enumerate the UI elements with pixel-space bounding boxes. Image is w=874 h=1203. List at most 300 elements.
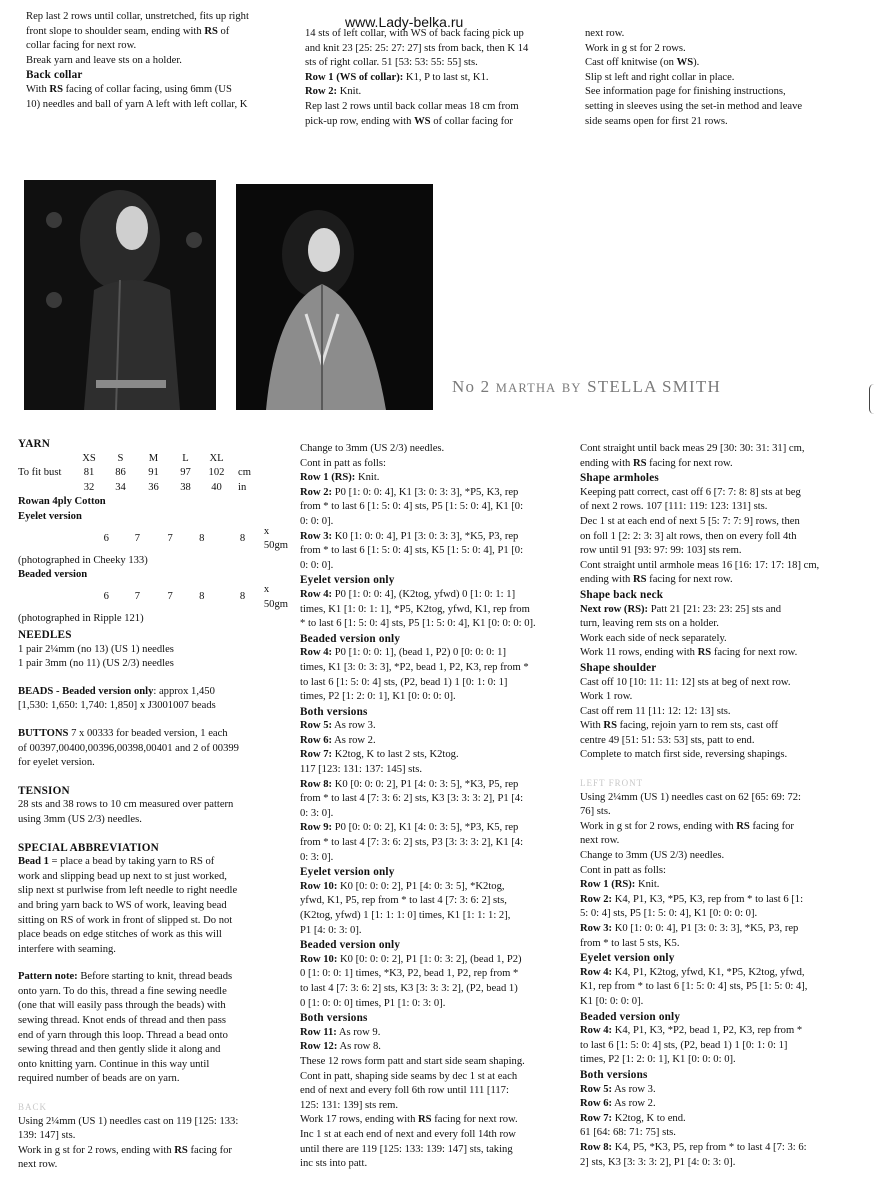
qty-cell: 8 <box>239 591 246 603</box>
text-line <box>300 982 565 997</box>
section-heading: Eyelet version only <box>300 574 395 587</box>
text-span: times, K1 [1: 0: 1: 1], *P5, K2tog, yfwd, K1, rep from <box>300 603 530 615</box>
text-line <box>580 734 850 749</box>
text-line <box>305 71 565 86</box>
left-column <box>18 615 288 1173</box>
text-span: next row. <box>585 28 625 39</box>
text-span: setting in sleeves using the set-in method and leave <box>585 100 803 112</box>
text-span: times, P2 [1: 2: 0: 1], K1 [0: 0: 0: 0]. <box>300 691 456 703</box>
qty-unit: x 50gm <box>263 583 289 610</box>
beaded-note: (photographed in Ripple 121) <box>18 613 144 625</box>
text-span: Work in g st for 2 rows. <box>585 42 686 54</box>
text-line <box>300 836 565 851</box>
bold-span: RS <box>632 574 647 586</box>
text-line <box>26 83 282 98</box>
size-l: L <box>182 452 189 464</box>
text-span: Using 2¼mm (US 1) needles cast on 62 [65: 69: 72: <box>580 791 801 803</box>
text-span: K4, P1, K3, *P2, bead 1, P2, K3, rep from * <box>612 1025 803 1037</box>
text-span: K0 [0: 0: 0: 2], P1 [1: 0: 3: 2], (bead 1, P2) <box>337 953 522 965</box>
text-span: of next 2 rows. 107 [111: 119: 123: 131] sts. <box>580 501 768 513</box>
bold-span: Row 2: <box>305 86 338 98</box>
text-span: P1 [4: 0: 3: 0]. <box>300 924 362 936</box>
text-line <box>305 115 565 130</box>
text-line <box>580 995 850 1010</box>
qty-cell: 7 <box>134 532 141 544</box>
text-span: and bring yarn back to WS of work, leaving bead <box>18 899 227 911</box>
text-line <box>580 820 850 835</box>
spacer <box>18 714 288 727</box>
text-line <box>18 1158 288 1173</box>
text-span: Work in g st for 2 rows, ending with <box>18 1144 175 1156</box>
eyelet-label: Eyelet version <box>18 510 82 522</box>
text-span: times, K1 [3: 0: 3: 3], *P2, bead 1, P2, K3, rep from * <box>300 661 529 673</box>
text-span: 76] sts. <box>580 806 611 818</box>
bold-span: Row 12: <box>300 1041 338 1053</box>
text-line <box>300 734 565 749</box>
bold-span: Row 9: <box>300 822 333 834</box>
text-span: to last 6 [1: 5: 0: 4] sts, (P2, bead 1) 1 [0: 1: 0: 1] <box>580 1039 788 1051</box>
text-span: As row 8. <box>337 1041 381 1053</box>
text-span: K4, P1, K3, *P5, K3, rep from * to last 6 [1: <box>612 893 804 905</box>
text-span: 125: 131: 139] sts rem. <box>300 1099 398 1111</box>
model-photo-2-image <box>236 184 433 410</box>
text-span: next row. <box>580 835 620 847</box>
size-m: M <box>148 452 159 464</box>
text-span: facing for <box>187 1144 232 1156</box>
text-line <box>300 1113 565 1128</box>
text-span: Knit. <box>337 86 362 98</box>
text-span: facing, rejoin yarn to rem sts, cast off <box>616 720 778 732</box>
bold-span: Row 8: <box>300 778 333 790</box>
pattern-number: No 2 <box>452 377 491 396</box>
bold-span: BEADS - Beaded version only <box>18 685 154 697</box>
text-span: and knit 23 [25: 25: 27: 27] sts from back, then K 14 <box>305 42 529 54</box>
text-line <box>580 500 850 515</box>
text-line <box>580 1024 850 1039</box>
text-span: facing of collar facing, using 6mm (US <box>62 83 232 95</box>
bold-span: RS <box>418 1114 432 1126</box>
bold-span: WS <box>676 57 694 69</box>
text-span: place beads on edge stitches of work as this will <box>18 929 222 941</box>
text-line <box>26 98 282 113</box>
section-heading: TENSION <box>18 784 70 797</box>
text-span: Cont straight until back meas 29 [30: 30: 31: 31] cm, <box>580 443 805 454</box>
beaded-label: Beaded version <box>18 569 88 581</box>
text-span: Rep last 2 rows until back collar meas 18 cm from <box>305 100 519 112</box>
text-line <box>580 457 850 472</box>
section-heading: Shape shoulder <box>580 661 657 674</box>
text-line <box>580 559 850 574</box>
text-span: (one that will easily pass through the beads) with <box>18 1000 226 1012</box>
text-line <box>18 884 288 899</box>
text-span: 28 sts and 38 rows to 10 cm measured over pattern <box>18 799 234 811</box>
text-line <box>580 966 850 981</box>
text-line <box>300 690 565 705</box>
text-line <box>580 1053 850 1068</box>
text-span: [1,530: 1,650: 1,740: 1,850] x J3001007 beads <box>18 700 216 712</box>
text-span: Cast off 10 [10: 11: 11: 12] sts at beg of next row. <box>580 676 791 688</box>
text-span: ). <box>693 57 700 69</box>
text-line <box>300 894 565 909</box>
text-span: With <box>580 720 604 732</box>
text-span: facing for next row. <box>431 1114 518 1126</box>
text-span: work and slipping bead up next to st just worked, <box>18 870 227 882</box>
text-span: With <box>26 83 50 95</box>
section-heading: Eyelet version only <box>580 952 675 965</box>
text-span: 14 sts of left collar, with WS of back facing pick up <box>305 28 524 39</box>
text-line <box>18 999 288 1014</box>
text-line <box>18 928 288 943</box>
faint-heading: LEFT FRONT <box>580 778 644 789</box>
bold-span: RS <box>632 457 647 469</box>
text-line <box>300 1099 565 1114</box>
text-line <box>305 42 565 57</box>
text-span: K0 [1: 0: 0: 4], P1 [3: 0: 3: 3], *K5, P3, rep <box>612 923 799 934</box>
text-line <box>18 727 288 742</box>
text-span: from * to last 4 [7: 3: 6: 2] sts, K3 [3: 3: 3: 2], P1 [4: <box>300 793 524 805</box>
text-span: from * to last 6 [1: 5: 0: 4] sts, P5 [1: 5: 0: 4], K1 [0: <box>300 501 524 513</box>
faint-heading: BACK <box>18 1102 48 1113</box>
fit-in-cell: 38 <box>180 481 191 493</box>
text-span: Work 17 rows, ending with <box>300 1114 419 1126</box>
text-span: Complete to match first side, reversing shapings. <box>580 749 788 761</box>
text-span: Change to 3mm (US 2/3) needles. <box>580 850 725 862</box>
qty-cell: 6 <box>103 591 109 603</box>
text-span: As row 2. <box>332 734 376 746</box>
section-heading: NEEDLES <box>18 629 72 641</box>
text-line <box>300 617 565 632</box>
text-line <box>580 632 850 647</box>
text-line <box>580 849 850 864</box>
text-span: K1 [0: 0: 0: 0]. <box>580 995 644 1007</box>
text-line <box>580 1141 850 1156</box>
text-line <box>580 907 850 922</box>
text-line <box>580 676 850 691</box>
text-line <box>300 457 565 472</box>
size-xl: XL <box>209 452 224 464</box>
text-span: centre 49 [51: 51: 53: 53] sts, patt to end. <box>580 734 755 746</box>
text-line <box>580 805 850 820</box>
text-line <box>585 27 847 42</box>
top-column-2 <box>305 27 565 129</box>
pattern-designer: STELLA SMITH <box>587 377 721 396</box>
text-span: required number of beads are on yarn. <box>18 1073 180 1085</box>
text-span: onto knitting yarn. Continue in this way until <box>18 1058 210 1070</box>
text-line <box>300 807 565 822</box>
text-span: sitting on RS of work in front of slipped st. Do not <box>18 914 233 926</box>
spacer <box>18 957 288 970</box>
text-line <box>305 56 565 71</box>
text-span: 10) needles and ball of yarn A left with left collar, K <box>26 98 248 110</box>
text-span: 0 [1: 0: 0: 1] times, *K3, P2, bead 1, P2, rep from * <box>300 968 519 980</box>
bold-span: Row 11: <box>300 1026 337 1038</box>
text-line <box>580 1112 850 1127</box>
section-heading: Shape armholes <box>580 472 659 485</box>
cm-unit: cm <box>238 467 251 479</box>
text-line <box>18 798 288 813</box>
text-line <box>580 617 850 632</box>
text-line <box>300 924 565 939</box>
text-line <box>300 1070 565 1085</box>
text-line <box>300 544 565 559</box>
pattern-title <box>452 377 721 397</box>
text-line <box>300 967 565 982</box>
text-line <box>585 42 847 57</box>
text-line <box>580 544 850 559</box>
fit-label: To fit bust <box>18 467 62 479</box>
text-span: of 00397,00400,00396,00398,00401 and 2 of 00399 <box>18 742 239 754</box>
text-span: Work in g st for 2 rows, ending with <box>580 820 737 832</box>
text-line <box>580 1156 850 1171</box>
fit-in-cell: 36 <box>148 481 159 493</box>
qty-unit: x 50gm <box>263 525 289 552</box>
qty-cell: 7 <box>167 591 173 603</box>
section-heading: SPECIAL ABBREVIATION <box>18 841 159 854</box>
section-heading: Back collar <box>26 69 83 82</box>
text-span: 139: 147] sts. <box>18 1130 76 1142</box>
text-span: K0 [1: 0: 0: 4], P1 [3: 0: 3: 3], *K5, P3, rep <box>332 530 519 542</box>
fit-cm-cell: 102 <box>208 467 225 479</box>
text-line <box>580 690 850 705</box>
text-line <box>300 500 565 515</box>
text-span: 5: 0: 4] sts, P5 [1: 5: 0: 4], K1 [0: 0: 0: 0]. <box>580 908 758 920</box>
spacer <box>580 763 850 776</box>
text-span: sts of right collar. 51 [53: 53: 55: 55] sts. <box>305 57 478 69</box>
text-line <box>580 603 850 618</box>
text-span: 1 pair 2¼mm (no 13) (US 1) needles <box>18 643 174 655</box>
text-line <box>580 864 850 879</box>
fit-in-cell: 34 <box>115 481 126 493</box>
fit-cm-cell: 91 <box>148 467 159 479</box>
section-heading: Beaded version only <box>300 632 401 645</box>
spacer <box>18 771 288 784</box>
text-line <box>300 515 565 530</box>
text-span: P0 [1: 0: 0: 4], (K2tog, yfwd) 0 [1: 0: 1: 1] <box>332 588 516 600</box>
text-line <box>580 442 850 457</box>
text-line <box>580 1083 850 1098</box>
text-span: Knit. <box>635 879 660 891</box>
bold-span: Row 7: <box>300 749 333 761</box>
bold-span: Bead 1 <box>18 856 49 868</box>
text-line <box>18 914 288 929</box>
text-line <box>300 719 565 734</box>
text-span: K2tog, K to end. <box>612 1112 686 1124</box>
text-span: end of next and every foll 6th row until 111 [117: <box>300 1085 509 1097</box>
text-line <box>585 85 847 100</box>
qty-cell: 7 <box>134 591 141 603</box>
text-span: of <box>217 25 230 37</box>
text-line <box>580 1097 850 1112</box>
text-line <box>580 486 850 501</box>
fit-in-cell: 32 <box>83 481 95 493</box>
text-span: ending with <box>580 574 633 586</box>
section-heading: Beaded version only <box>580 1010 681 1023</box>
text-span: Work 11 rows, ending with <box>580 647 698 659</box>
spacer <box>18 828 288 841</box>
text-span: pick-up row, ending with <box>305 115 415 127</box>
fit-in-row <box>18 481 251 496</box>
text-line <box>18 756 288 771</box>
text-line <box>300 603 565 618</box>
text-span: Break yarn and leave sts on a holder. <box>26 54 182 66</box>
fit-in-cell: 40 <box>211 481 222 493</box>
bold-span: Row 1 (WS of collar): <box>305 71 404 83</box>
text-span: Cont in patt as folls: <box>580 864 666 876</box>
text-span: from * to last 4 [7: 3: 6: 2] sts, P3 [3: 3: 3: 2], K1 [4: <box>300 837 524 849</box>
text-span: Knit. <box>355 472 380 484</box>
bold-span: Row 5: <box>300 720 333 732</box>
text-span: As row 3. <box>332 720 376 732</box>
text-span: Rep last 2 rows until collar, unstretched, fits up right <box>26 11 249 22</box>
text-span: Using 2¼mm (US 1) needles cast on 119 [125: 133: <box>18 1115 239 1127</box>
text-line <box>300 880 565 895</box>
text-line <box>300 559 565 574</box>
top-column-1 <box>26 10 282 112</box>
text-span: to last 4 [7: 3: 6: 2] sts, K3 [3: 3: 3: 2], (P2, bead 1) <box>300 982 518 994</box>
bold-span: RS <box>204 25 218 37</box>
text-line <box>300 851 565 866</box>
bold-span: RS <box>174 1144 188 1156</box>
text-line <box>300 748 565 763</box>
text-line <box>300 1040 565 1055</box>
size-xs: XS <box>82 452 96 464</box>
qty-cell: 7 <box>167 532 173 544</box>
text-span: Cont in patt, shaping side seams by dec 1 st at each <box>300 1070 518 1082</box>
watermark: www.Lady-belka.ru <box>342 14 466 30</box>
bold-span: Row 1 (RS): <box>300 472 356 484</box>
text-line <box>305 85 565 100</box>
qty-cell: 6 <box>103 532 109 544</box>
text-span: P0 [1: 0: 0: 4], K1 [3: 0: 3: 3], *P5, K3, rep <box>332 486 519 498</box>
text-span: 2] sts, K3 [3: 3: 3: 2], P1 [4: 0: 3: 0]. <box>580 1156 736 1168</box>
text-span: Cast off knitwise (on <box>585 57 677 69</box>
text-line <box>580 719 850 734</box>
fit-cm-cell: 86 <box>115 467 126 479</box>
text-line <box>300 909 565 924</box>
spacer <box>18 1087 288 1100</box>
bold-span: RS <box>736 820 750 832</box>
fit-cm-cell: 97 <box>180 467 191 479</box>
model-photo-1-image <box>24 180 216 410</box>
bold-span: Row 10: <box>300 880 338 892</box>
text-span: K1, rep from * to last 6 [1: 5: 0: 4] sts, P5 [1: 5: 0: 4], <box>580 981 808 993</box>
bold-span: Row 2: <box>580 893 613 905</box>
text-span: facing for <box>749 820 794 832</box>
qty-cell: 8 <box>199 532 205 544</box>
bold-span: RS <box>697 647 712 659</box>
beaded-qty-table <box>18 583 288 612</box>
text-line <box>26 25 282 40</box>
section-heading: Beaded version only <box>300 939 401 952</box>
bold-span: Row 6: <box>580 1098 613 1110</box>
text-span: K4, P5, *K3, P5, rep from * to last 4 [7: 3: 6: <box>612 1141 807 1153</box>
text-span: facing for next row. <box>646 457 733 469</box>
spacer <box>18 672 288 685</box>
text-line <box>300 588 565 603</box>
text-span: Cast off rem 11 [11: 12: 12: 13] sts. <box>580 705 731 717</box>
text-line <box>580 980 850 995</box>
text-line <box>585 100 847 115</box>
fit-cm-row <box>18 466 251 481</box>
text-line <box>585 71 847 86</box>
bold-span: Row 5: <box>580 1083 613 1095</box>
text-line <box>18 985 288 1000</box>
text-line <box>305 27 565 42</box>
bold-span: Row 7: <box>580 1112 613 1124</box>
in-unit: in <box>238 481 247 493</box>
text-span: Change to 3mm (US 2/3) needles. <box>300 443 445 454</box>
text-line <box>300 821 565 836</box>
text-span: 117 [123: 131: 137: 145] sts. <box>300 764 423 776</box>
text-line <box>580 748 850 763</box>
text-span: 0: 3: 0]. <box>300 807 334 819</box>
section-heading: Both versions <box>580 1068 648 1081</box>
text-span: Cont straight until armhole meas 16 [16: 17: 17: 18] cm, <box>580 559 820 571</box>
bold-span: Row 4: <box>300 588 333 600</box>
text-line <box>580 834 850 849</box>
text-line <box>300 661 565 676</box>
text-span: sewing thread. Knot ends of thread and then pass <box>18 1015 226 1027</box>
text-span: 0: 3: 0]. <box>300 851 334 863</box>
yarn-size-table <box>18 452 251 496</box>
text-line <box>18 1029 288 1044</box>
text-span: As row 9. <box>336 1026 381 1038</box>
text-line <box>18 657 288 672</box>
text-span: row until 91 [93: 97: 99: 103] sts rem. <box>580 545 742 557</box>
text-line <box>300 1055 565 1070</box>
text-line <box>18 685 288 700</box>
text-span: K0 [0: 0: 0: 2], P1 [4: 0: 3: 5], *K2tog, <box>337 880 505 892</box>
text-line <box>18 1058 288 1073</box>
section-heading: Eyelet version only <box>300 866 395 879</box>
text-span: (K2tog, yfwd) 1 [1: 1: 1: 0] times, K1 [1: 1: 1: 2], <box>300 910 511 921</box>
bold-span: Row 4: <box>580 1025 613 1037</box>
text-span: using 3mm (US 2/3) needles. <box>18 813 142 825</box>
section-heading: Both versions <box>300 1012 368 1025</box>
right-column <box>580 442 850 1170</box>
text-span: 0: 0: 0]. <box>300 559 334 571</box>
text-span: ending with <box>580 457 633 469</box>
text-line <box>18 643 288 658</box>
bold-span: Row 3: <box>580 923 613 934</box>
text-span: Dec 1 st at each end of next 5 [5: 7: 7: 9] rows, then <box>580 515 800 527</box>
text-line <box>580 530 850 545</box>
bold-span: Row 2: <box>300 486 333 498</box>
text-line <box>580 937 850 952</box>
text-span: = place a bead by taking yarn to RS of <box>48 856 215 868</box>
text-span: Keeping patt correct, cast off 6 [7: 7: 8: 8] sts at beg <box>580 486 801 498</box>
section-heading: Shape back neck <box>580 588 664 601</box>
text-line <box>18 1144 288 1159</box>
text-line <box>580 1039 850 1054</box>
text-span: next row. <box>18 1159 58 1171</box>
text-line <box>300 1084 565 1099</box>
text-line <box>300 1157 565 1172</box>
text-line <box>580 791 850 806</box>
text-span: K1, P to last st, K1. <box>403 71 489 83</box>
text-line <box>18 870 288 885</box>
bold-span: RS <box>49 83 63 95</box>
model-photo-2 <box>236 184 433 410</box>
text-line <box>18 699 288 714</box>
spacer <box>18 615 288 628</box>
text-line <box>26 54 282 69</box>
section-heading: Both versions <box>300 705 368 718</box>
text-line <box>18 813 288 828</box>
text-span: 1 pair 3mm (no 11) (US 2/3) needles <box>18 658 174 670</box>
text-line <box>18 855 288 870</box>
text-line <box>300 530 565 545</box>
